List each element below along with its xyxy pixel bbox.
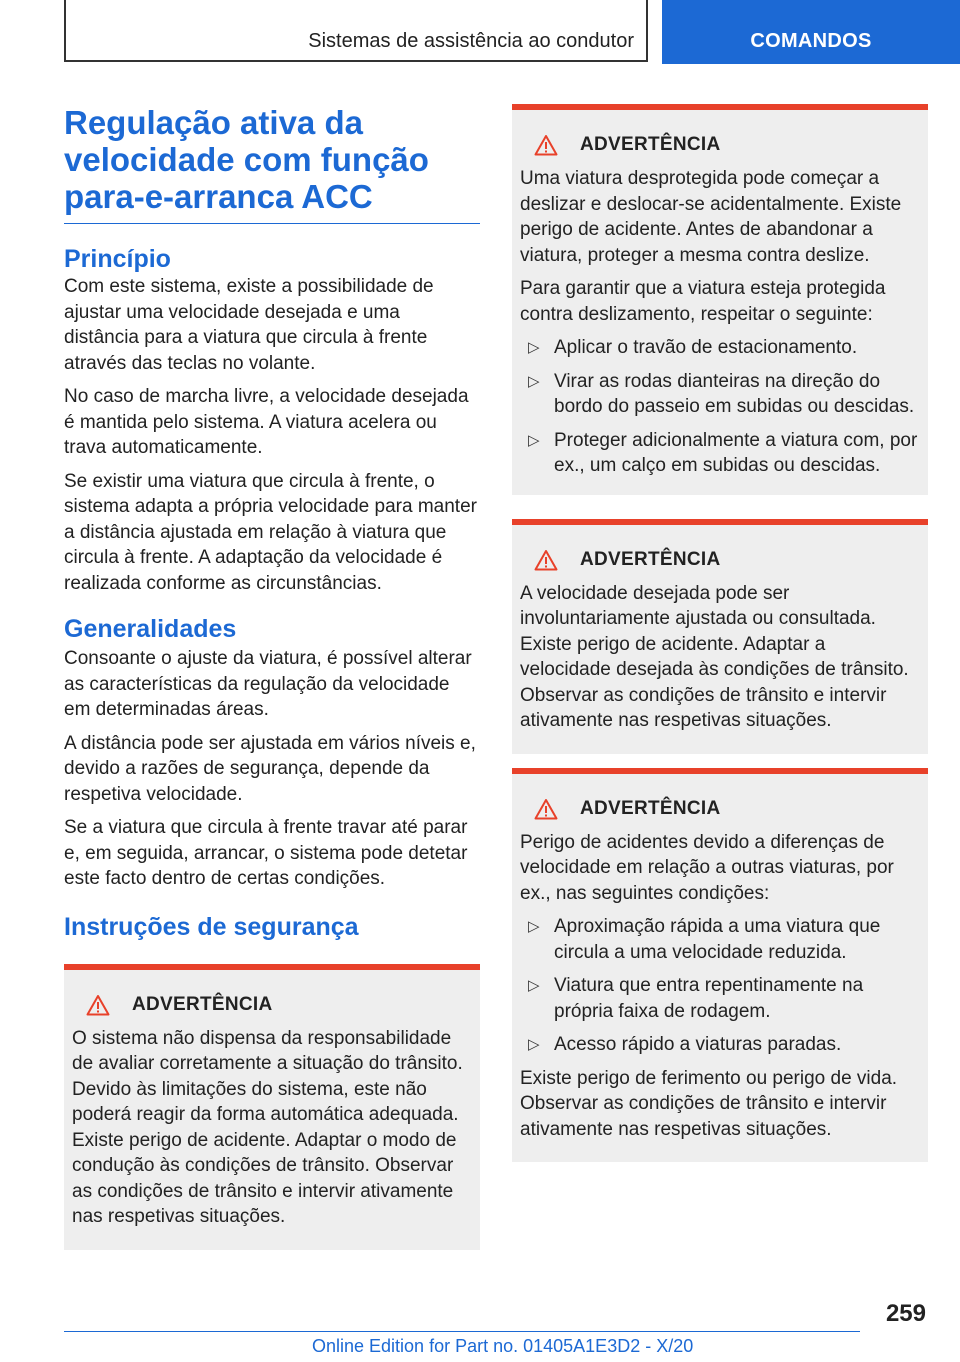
warning-title-row (520, 547, 920, 573)
footer-edition: Online Edition for Part no. 01405A1E3D2 - X/20 (312, 1336, 694, 1356)
warning-box-rolling (512, 104, 928, 495)
page-number: 259 (885, 1300, 926, 1327)
triangle-right-icon: ▷ (528, 372, 540, 390)
triangle-right-icon: ▷ (528, 1036, 540, 1053)
list-item: ▷ Virar as rodas dianteiras na direção do bordo do passeio em subidas ou descidas. (528, 370, 915, 417)
triangle-right-icon: ▷ (528, 918, 540, 935)
warning-triangle-icon (534, 549, 558, 571)
right-column (512, 104, 928, 1162)
generalidades-paragraph-2: A distância pode ser ajustada em vários níveis e, devido a razões de segurança, depende da respetiva velocidade. (64, 732, 476, 805)
warning-title-row (520, 132, 920, 158)
warning3-paragraph-1: Perigo de acidentes devido a diferenças de velocidade em relação a outras viaturas, por ex., nas seguintes condições: (520, 831, 894, 904)
warning3-list (520, 914, 920, 1058)
warning-box-speed-difference (512, 768, 928, 1163)
warning-text: O sistema não dispensa da responsabilidade de avaliar corretamente a situação do trânsito. Devido às limitações do sistema, este não poderá reagir da forma automática adequada. Existe perigo de acidente. Adaptar o modo de condução às condições de trânsito. Observar as condições de trânsito e intervir ativamente nas respetivas situações. (72, 1027, 463, 1227)
principio-paragraph-3: Se existir uma viatura que circula à frente, o sistema adapta a própria velocidade para manter a distância ajustada em relação à viatura que circula à frente. A adaptação da velocidade é realizada conforme as circunstâncias. (64, 470, 477, 594)
warning-title: ADVERTÊNCIA (580, 548, 721, 570)
warning-title-row (72, 992, 472, 1018)
triangle-right-icon: ▷ (528, 431, 540, 449)
header-section-title: Sistemas de assistência ao condutor (308, 30, 634, 52)
heading-principio: Princípio (64, 245, 171, 273)
generalidades-paragraph-1: Consoante o ajuste da viatura, é possível alterar as características da regulação da velocidade em determinadas áreas. (64, 648, 472, 720)
list-item: ▷ Proteger adicionalmente a viatura com, por ex., um calço em subidas ou descidas. (528, 429, 918, 476)
triangle-right-icon: ▷ (528, 977, 540, 994)
triangle-right-icon: ▷ (528, 339, 540, 356)
warning-box-speed-setting (512, 519, 928, 754)
warning1-paragraph-2: Para garantir que a viatura esteja protegida contra deslizamento, respeitar o seguinte: (520, 278, 886, 325)
title-divider (64, 223, 480, 224)
warning-triangle-icon (86, 994, 110, 1016)
left-column (64, 104, 480, 1250)
list-item: ▷ Aproximação rápida a uma viatura que circula a uma velocidade reduzida. (528, 916, 881, 963)
header-chapter-title: COMANDOS (750, 30, 872, 52)
warning1-list (520, 335, 920, 479)
list-item: ▷ Aplicar o travão de estacionamento. (520, 335, 920, 361)
warning-title: ADVERTÊNCIA (580, 134, 721, 155)
warning-triangle-icon (534, 798, 558, 820)
header-section-box (64, 0, 648, 62)
warning3-paragraph-2: Existe perigo de ferimento ou perigo de vida. Observar as condições de trânsito e intervir ativamente nas respetivas situações. (520, 1067, 898, 1140)
footer-divider (64, 1331, 860, 1332)
warning-title: ADVERTÊNCIA (132, 993, 273, 1015)
warning-triangle-icon (534, 134, 558, 156)
generalidades-paragraph-3: Se a viatura que circula à frente travar até parar e, em seguida, arrancar, o sistema pode detetar este facto dentro de certas condições. (64, 817, 468, 889)
warning-title-row (520, 796, 920, 822)
list-item: ▷ Viatura que entra repentinamente na própria faixa de rodagem. (528, 975, 864, 1022)
warning-box-safety (64, 964, 480, 1250)
list-item: ▷ Acesso rápido a viaturas paradas. (520, 1032, 920, 1058)
heading-seguranca: Instruções de segurança (64, 912, 359, 941)
warning-title: ADVERTÊNCIA (580, 797, 721, 819)
warning1-paragraph-1: Uma viatura desprotegida pode começar a deslizar e deslocar-se acidentalmente. Existe perigo de acidente. Antes de abandonar a viatura, proteger a mesma contra deslize. (520, 168, 902, 266)
heading-generalidades: Generalidades (64, 615, 237, 643)
header-chapter-tab (662, 0, 960, 64)
page-title: Regulação ativa da velocidade com função para-e-arranca ACC (64, 104, 429, 215)
principio-paragraph-2: No caso de marcha livre, a velocidade desejada é mantida pelo sistema. A viatura acelera ou trava automaticamente. (64, 386, 469, 458)
warning2-paragraph-1: A velocidade desejada pode ser involuntariamente ajustada ou consultada. Existe perigo de acidente. Adaptar a velocidade desejada às condições de trânsito. Observar as condições de trânsito e intervir ativamente nas respetivas situações. (520, 582, 909, 731)
principio-paragraph-1: Com este sistema, existe a possibilidade de ajustar uma velocidade desejada e uma distância para a viatura que circula à frente através das teclas no volante. (64, 276, 434, 374)
